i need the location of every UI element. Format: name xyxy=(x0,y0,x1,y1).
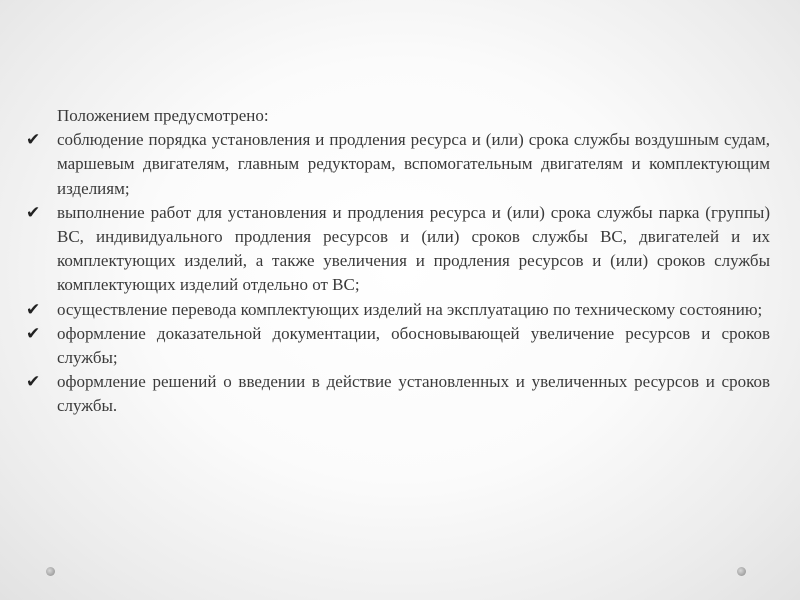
list-item xyxy=(26,128,770,201)
list-item-text: осуществление перевода комплектующих изделий на эксплуатацию по техническому состоянию; xyxy=(57,299,763,319)
list-item xyxy=(26,201,770,298)
intro-text: Положением предусмотрено: xyxy=(57,106,269,125)
checkmark-icon: ✔ xyxy=(26,130,41,151)
slide-content xyxy=(26,104,770,419)
list-item-text: соблюдение порядка установления и продления ресурса и (или) срока службы воздушным судам, маршевым двигателям, главным редукторам, вспомогательным двигателям и комплектующим изделиям; xyxy=(57,130,770,198)
checkmark-icon: ✔ xyxy=(26,323,41,344)
list-item xyxy=(26,298,770,322)
list-item xyxy=(26,322,770,370)
list-item-text: оформление доказательной документации, обосновывающей увеличение ресурсов и сроков службы; xyxy=(57,323,770,368)
checkmark-icon: ✔ xyxy=(26,372,41,393)
decorative-dot-left xyxy=(46,567,55,576)
list-item xyxy=(26,370,770,418)
decorative-dot-right xyxy=(737,567,746,576)
list-item-text: оформление решений о введении в действие установленных и увеличенных ресурсов и сроков службы. xyxy=(57,372,770,416)
bullet-list xyxy=(26,128,770,418)
checkmark-icon: ✔ xyxy=(26,202,41,223)
list-item-text: выполнение работ для установления и продления ресурса и (или) срока службы парка (группы) ВС, индивидуального продления ресурсов и (или) сроков службы ВС, двигателей и их комплектующих изделий, а также увеличения и продления ресурсов и (или) сроков службы комплектующих изделий отдельно от ВС; xyxy=(57,202,770,295)
checkmark-icon: ✔ xyxy=(26,299,41,320)
